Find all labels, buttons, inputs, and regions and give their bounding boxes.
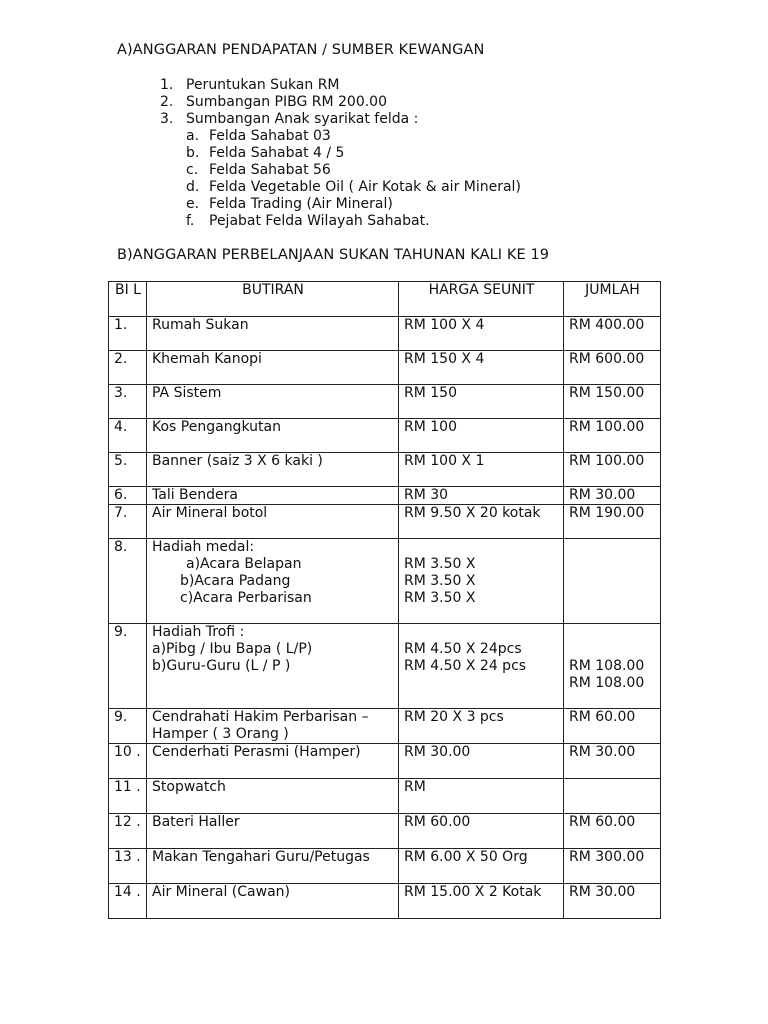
cell-jumlah: RM 600.00 xyxy=(564,351,661,385)
cell-bil: 10 . xyxy=(109,744,147,779)
spacer xyxy=(404,539,559,556)
table-row xyxy=(109,779,661,814)
cell-harga: RM 30 xyxy=(399,487,564,505)
sub-list-letter: d. xyxy=(186,179,200,195)
sub-list-text: Felda Sahabat 03 xyxy=(209,128,331,144)
trofi-title: Hadiah Trofi : xyxy=(152,624,245,640)
table-row xyxy=(109,453,661,487)
sub-list-text: Felda Trading (Air Mineral) xyxy=(209,196,393,212)
cell-harga: RM 100 X 4 xyxy=(399,317,564,351)
medal-item: b)Acara Padang xyxy=(180,573,291,589)
table-row xyxy=(109,419,661,453)
cell-harga: RM 100 xyxy=(399,419,564,453)
cell-butiran: Khemah Kanopi xyxy=(147,351,399,385)
cell-harga: RM 20 X 3 pcs xyxy=(399,709,564,744)
cell-harga: RM 15.00 X 2 Kotak xyxy=(399,884,564,919)
cell-bil: 9. xyxy=(109,709,147,744)
sub-list-letter: c. xyxy=(186,162,199,178)
table-row-medal xyxy=(109,539,661,624)
trofi-total: RM 108.00 xyxy=(569,658,645,674)
cell-butiran: Bateri Haller xyxy=(147,814,399,849)
table-row xyxy=(109,317,661,351)
cell-bil: 6. xyxy=(109,487,147,505)
cell-butiran: PA Sistem xyxy=(147,385,399,419)
cell-jumlah xyxy=(564,779,661,814)
table-row xyxy=(109,744,661,779)
cell-jumlah: RM 60.00 xyxy=(564,709,661,744)
cell-butiran xyxy=(147,624,399,709)
list-text: Sumbangan PIBG RM 200.00 xyxy=(186,94,387,110)
trofi-total: RM 108.00 xyxy=(569,675,645,691)
cell-jumlah xyxy=(564,539,661,624)
cell-harga: RM 150 X 4 xyxy=(399,351,564,385)
cell-jumlah: RM 30.00 xyxy=(564,744,661,779)
cell-jumlah: RM 100.00 xyxy=(564,453,661,487)
cell-harga: RM 6.00 X 50 Org xyxy=(399,849,564,884)
table-row xyxy=(109,884,661,919)
cell-butiran: Air Mineral (Cawan) xyxy=(147,884,399,919)
cell-jumlah: RM 30.00 xyxy=(564,487,661,505)
header-harga: HARGA SEUNIT xyxy=(399,282,564,317)
cell-bil: 5. xyxy=(109,453,147,487)
sub-list-text: Felda Sahabat 4 / 5 xyxy=(209,145,345,161)
table-row xyxy=(109,814,661,849)
cell-bil: 3. xyxy=(109,385,147,419)
cell-harga: RM 100 X 1 xyxy=(399,453,564,487)
cell-bil: 2. xyxy=(109,351,147,385)
trofi-item: a)Pibg / Ibu Bapa ( L/P) xyxy=(152,641,313,657)
cell-jumlah: RM 400.00 xyxy=(564,317,661,351)
cell-butiran: Air Mineral botol xyxy=(147,505,399,539)
medal-item: a)Acara Belapan xyxy=(186,556,302,572)
cell-jumlah: RM 100.00 xyxy=(564,419,661,453)
cell-harga: RM xyxy=(399,779,564,814)
spacer xyxy=(569,641,656,658)
cell-bil: 12 . xyxy=(109,814,147,849)
table-header-row xyxy=(109,282,661,317)
cell-harga xyxy=(399,539,564,624)
header-jumlah: JUMLAH xyxy=(564,282,661,317)
cell-bil: 13 . xyxy=(109,849,147,884)
sub-list-letter: f. xyxy=(186,213,195,229)
cell-jumlah: RM 190.00 xyxy=(564,505,661,539)
list-number: 3. xyxy=(160,111,174,127)
cell-harga: RM 60.00 xyxy=(399,814,564,849)
cell-bil: 4. xyxy=(109,419,147,453)
cell-bil: 1. xyxy=(109,317,147,351)
list-text: Peruntukan Sukan RM xyxy=(186,77,340,93)
cell-bil: 14 . xyxy=(109,884,147,919)
medal-price: RM 3.50 X xyxy=(404,590,476,606)
medal-price: RM 3.50 X xyxy=(404,573,476,589)
sub-list-letter: a. xyxy=(186,128,200,144)
sub-list-letter: e. xyxy=(186,196,200,212)
header-bil: BI L xyxy=(109,282,147,317)
trofi-price: RM 4.50 X 24pcs xyxy=(404,641,522,657)
cell-jumlah: RM 30.00 xyxy=(564,884,661,919)
table-row xyxy=(109,385,661,419)
trofi-item: b)Guru-Guru (L / P ) xyxy=(152,658,291,674)
cell-butiran: Makan Tengahari Guru/Petugas xyxy=(147,849,399,884)
spacer xyxy=(569,624,656,641)
trofi-price: RM 4.50 X 24 pcs xyxy=(404,658,527,674)
table-row-trofi xyxy=(109,624,661,709)
cell-butiran: Cenderhati Perasmi (Hamper) xyxy=(147,744,399,779)
header-butiran: BUTIRAN xyxy=(147,282,399,317)
table-row xyxy=(109,709,661,744)
section-b-heading: B)ANGGARAN PERBELANJAAN SUKAN TAHUNAN KALI KE 19 xyxy=(117,247,550,263)
cell-butiran: Rumah Sukan xyxy=(147,317,399,351)
spacer xyxy=(404,624,559,641)
sub-list-text: Felda Sahabat 56 xyxy=(209,162,331,178)
cell-butiran: Tali Bendera xyxy=(147,487,399,505)
list-number: 2. xyxy=(160,94,174,110)
list-text: Sumbangan Anak syarikat felda : xyxy=(186,111,419,127)
cell-harga: RM 150 xyxy=(399,385,564,419)
cell-butiran: Stopwatch xyxy=(147,779,399,814)
cell-bil: 8. xyxy=(109,539,147,624)
table-row xyxy=(109,849,661,884)
sub-list-text: Pejabat Felda Wilayah Sahabat. xyxy=(209,213,430,229)
cell-harga: RM 9.50 X 20 kotak xyxy=(399,505,564,539)
cell-jumlah: RM 60.00 xyxy=(564,814,661,849)
medal-price: RM 3.50 X xyxy=(404,556,476,572)
cell-butiran: Cendrahati Hakim Perbarisan –Hamper ( 3 Orang ) xyxy=(147,709,399,744)
table-row xyxy=(109,487,661,505)
sub-list-text: Felda Vegetable Oil ( Air Kotak & air Mineral) xyxy=(209,179,521,195)
cell-harga: RM 30.00 xyxy=(399,744,564,779)
cell-jumlah: RM 300.00 xyxy=(564,849,661,884)
cell-butiran xyxy=(147,539,399,624)
sub-list-letter: b. xyxy=(186,145,200,161)
cell-bil: 11 . xyxy=(109,779,147,814)
list-number: 1. xyxy=(160,77,174,93)
cell-bil: 9. xyxy=(109,624,147,709)
medal-item: c)Acara Perbarisan xyxy=(180,590,312,606)
table-row xyxy=(109,505,661,539)
section-a-heading: A)ANGGARAN PENDAPATAN / SUMBER KEWANGAN xyxy=(117,42,485,58)
medal-title: Hadiah medal: xyxy=(152,539,255,555)
cell-bil: 7. xyxy=(109,505,147,539)
cell-butiran: Banner (saiz 3 X 6 kaki ) xyxy=(147,453,399,487)
cell-butiran: Kos Pengangkutan xyxy=(147,419,399,453)
cell-jumlah: RM 150.00 xyxy=(564,385,661,419)
cell-harga xyxy=(399,624,564,709)
cell-jumlah xyxy=(564,624,661,709)
expense-table xyxy=(108,281,661,919)
table-row xyxy=(109,351,661,385)
